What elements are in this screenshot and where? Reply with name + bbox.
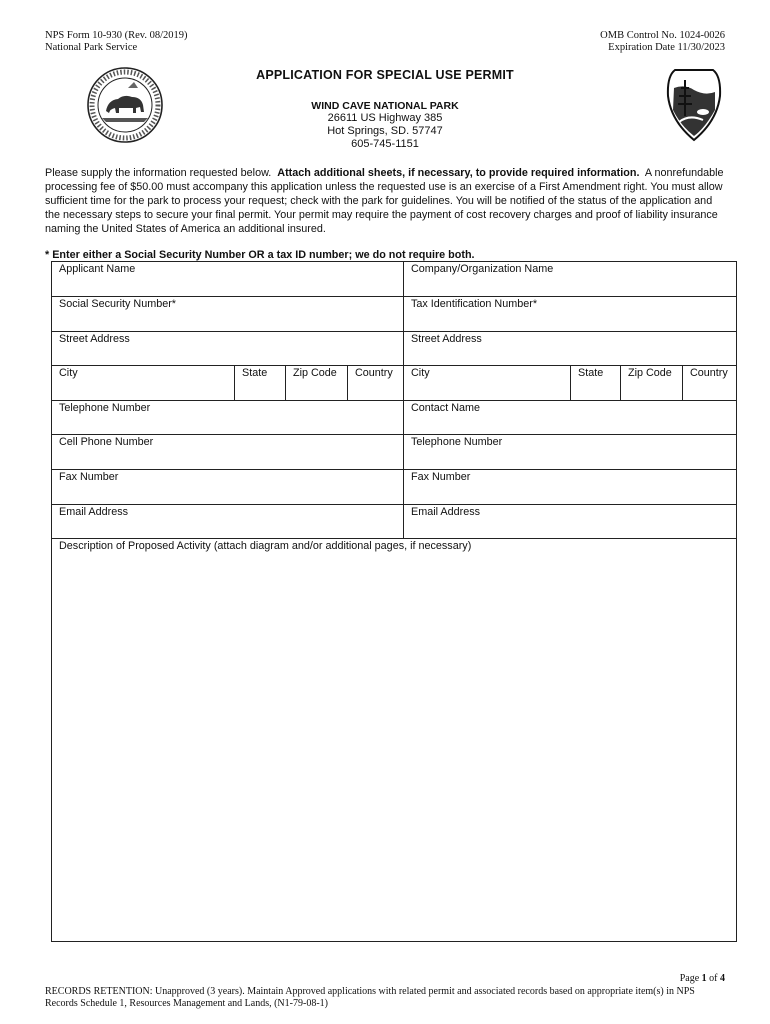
company-zip-label: Zip Code <box>628 367 672 379</box>
company-name-field[interactable] <box>404 262 736 296</box>
company-city-label: City <box>411 367 430 379</box>
applicant-state-label: State <box>242 367 268 379</box>
application-form <box>51 261 737 942</box>
applicant-email-field[interactable] <box>52 505 403 538</box>
tax-id-label: Tax Identification Number* <box>411 298 538 310</box>
applicant-name-field[interactable] <box>52 262 403 296</box>
cell-phone-label: Cell Phone Number <box>59 436 154 448</box>
expiration-date: Expiration Date 11/30/2023 <box>608 42 725 53</box>
cell-phone-field[interactable] <box>52 435 403 469</box>
company-telephone-label: Telephone Number <box>411 436 503 448</box>
applicant-fax-field[interactable] <box>52 470 403 504</box>
company-country-field[interactable] <box>683 366 736 400</box>
company-email-label: Email Address <box>411 506 481 518</box>
company-street-label: Street Address <box>411 333 482 345</box>
contact-name-field[interactable] <box>404 401 736 434</box>
instructions-paragraph <box>45 166 725 236</box>
applicant-telephone-label: Telephone Number <box>59 402 151 414</box>
ssn-label: Social Security Number* <box>59 298 177 310</box>
applicant-country-label: Country <box>355 367 393 379</box>
omb-control-number: OMB Control No. 1024-0026 <box>600 30 725 41</box>
company-country-label: Country <box>690 367 728 379</box>
company-fax-field[interactable] <box>404 470 736 504</box>
form-number: NPS Form 10-930 (Rev. 08/2019) <box>45 30 188 41</box>
form-header-left <box>45 30 188 54</box>
company-telephone-field[interactable] <box>404 435 736 469</box>
applicant-zip-field[interactable] <box>286 366 347 400</box>
activity-description-label: Description of Proposed Activity (attach diagram and/or additional pages, if necessary) <box>59 540 472 552</box>
applicant-city-field[interactable] <box>52 366 234 400</box>
form-header-right <box>600 30 725 54</box>
page-of: of <box>709 973 718 984</box>
company-state-field[interactable] <box>571 366 620 400</box>
page-title: APPLICATION FOR SPECIAL USE PERMIT <box>256 68 514 82</box>
company-name-label: Company/Organization Name <box>411 263 554 275</box>
applicant-country-field[interactable] <box>348 366 403 400</box>
applicant-street-field[interactable] <box>52 332 403 365</box>
company-zip-field[interactable] <box>621 366 682 400</box>
tax-id-field[interactable] <box>404 297 736 331</box>
applicant-telephone-field[interactable] <box>52 401 403 434</box>
applicant-email-label: Email Address <box>59 506 129 518</box>
applicant-city-label: City <box>59 367 78 379</box>
applicant-fax-label: Fax Number <box>59 471 119 483</box>
park-name: WIND CAVE NATIONAL PARK <box>311 100 459 112</box>
company-city-field[interactable] <box>404 366 570 400</box>
company-street-field[interactable] <box>404 332 736 365</box>
park-phone: 605-745-1151 <box>351 138 419 150</box>
ssn-note: * Enter either a Social Security Number OR a tax ID number; we do not require both. <box>45 249 475 261</box>
applicant-name-label: Applicant Name <box>59 263 136 275</box>
park-address-line2: Hot Springs, SD. 57747 <box>327 125 443 137</box>
page-indicator <box>680 973 725 984</box>
agency-name: National Park Service <box>45 42 138 53</box>
applicant-zip-label: Zip Code <box>293 367 337 379</box>
instructions-part1: Please supply the information requested below. <box>45 167 272 179</box>
contact-name-label: Contact Name <box>411 402 481 414</box>
page-current: 1 <box>701 973 707 984</box>
company-fax-label: Fax Number <box>411 471 471 483</box>
company-state-label: State <box>578 367 604 379</box>
applicant-state-field[interactable] <box>235 366 285 400</box>
title-block <box>0 68 770 151</box>
ssn-field[interactable] <box>52 297 403 331</box>
instructions-part2: A nonrefundable processing fee of $50.00 must accompany this application unless the requested use is an exercise of a First Amendment right. You must allow sufficient time for the park to process your request; check with the park for guidelines. You will be notified of the status of the application and the necessary steps to secure your final permit. Your permit may require the payment of cost recovery charges and proof of liability insurance naming the United States of America an additional insured. <box>45 167 724 235</box>
page-total: 4 <box>720 973 725 984</box>
company-email-field[interactable] <box>404 505 736 538</box>
instructions-bold: Attach additional sheets, if necessary, to provide required information. <box>277 167 640 179</box>
applicant-street-label: Street Address <box>59 333 130 345</box>
page-prefix: Page <box>679 973 700 984</box>
park-address-line1: 26611 US Highway 385 <box>327 112 443 124</box>
activity-description-field[interactable] <box>52 539 736 941</box>
records-retention-note: RECORDS RETENTION: Unapproved (3 years). Maintain Approved applications with related permit and associated records based on appropriate item(s) in NPS Records Schedule 1, Resources Management and Lands, (N1-79-08-1) <box>45 986 695 1009</box>
